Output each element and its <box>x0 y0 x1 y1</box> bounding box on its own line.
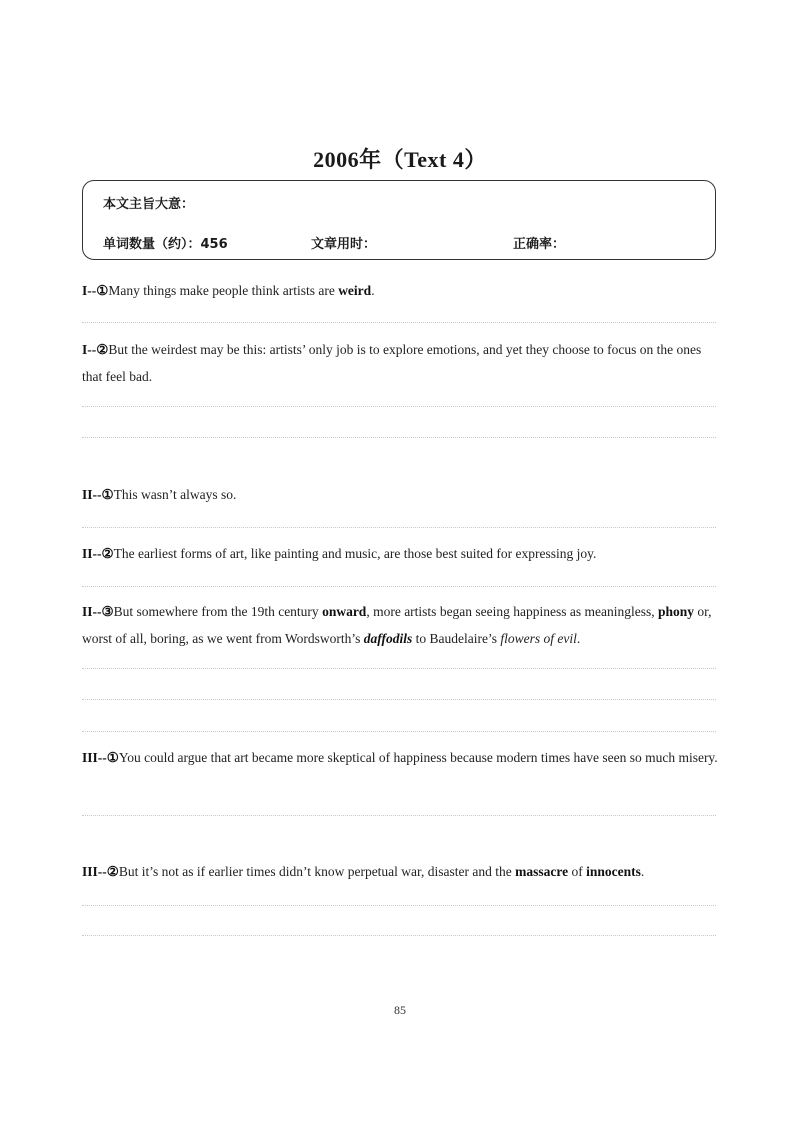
vocab-massacre: massacre <box>515 864 569 879</box>
answer-line <box>82 905 716 906</box>
paragraph-id: II--① <box>82 487 114 502</box>
vocab-onward: onward <box>322 604 367 619</box>
reading-time-label: 文章用时： <box>311 237 377 252</box>
word-count <box>103 233 228 252</box>
word-count-value: 456 <box>200 237 228 252</box>
answer-line <box>82 406 716 407</box>
page-title: 2006年（Text 4） <box>313 147 487 172</box>
vocab-daffodils: daffodils <box>363 631 413 646</box>
answer-line <box>82 668 716 669</box>
paragraph-id: II--② <box>82 546 114 561</box>
paragraph-id: III--① <box>82 750 119 765</box>
paragraph-ii-3: II--③But somewhere from the 19th century onward, more artists began seeing happiness as meaningless, phony or, worst of all, boring, as we went from Wordsworth’s daffodils to Baudelaire’s flowers of evil. <box>82 604 712 646</box>
answer-line <box>82 437 716 438</box>
stats-row <box>103 233 695 253</box>
word-count-label: 单词数量（约）： <box>103 237 201 252</box>
page-number: 85 <box>394 1003 406 1017</box>
answer-line <box>82 586 716 587</box>
paragraph-ii-2: II--②The earliest forms of art, like painting and music, are those best suited for expressing joy. <box>82 546 597 561</box>
vocab-innocents: innocents <box>586 864 641 879</box>
paragraph-id: II--③ <box>82 604 114 619</box>
vocab-weird: weird <box>338 283 372 298</box>
summary-box <box>82 180 716 260</box>
main-idea-label: 本文主旨大意： <box>103 197 195 212</box>
paragraph-ii-1: II--①This wasn’t always so. <box>82 487 237 502</box>
paragraph-i-2: I--②But the weirdest may be this: artists’ only job is to explore emotions, and yet they choose to focus on the ones that feel bad. <box>82 342 702 384</box>
paragraph-id: III--② <box>82 864 119 879</box>
answer-line <box>82 699 716 700</box>
answer-line <box>82 731 716 732</box>
paragraph-iii-1: III--①You could argue that art became more skeptical of happiness because modern times have seen so much misery. <box>82 750 718 765</box>
paragraph-i-1: I--①Many things make people think artists are weird. <box>82 283 375 298</box>
paragraph-id: I--① <box>82 283 109 298</box>
answer-line <box>82 935 716 936</box>
paragraph-id: I--② <box>82 342 109 357</box>
accuracy-label: 正确率： <box>513 237 566 252</box>
answer-line <box>82 322 716 323</box>
vocab-phony: phony <box>658 604 695 619</box>
phrase-flowers-of-evil: flowers of evil <box>500 631 577 646</box>
paragraph-iii-2: III--②But it’s not as if earlier times didn’t know perpetual war, disaster and the massacre of innocents. <box>82 864 645 879</box>
answer-line <box>82 527 716 528</box>
answer-line <box>82 815 716 816</box>
